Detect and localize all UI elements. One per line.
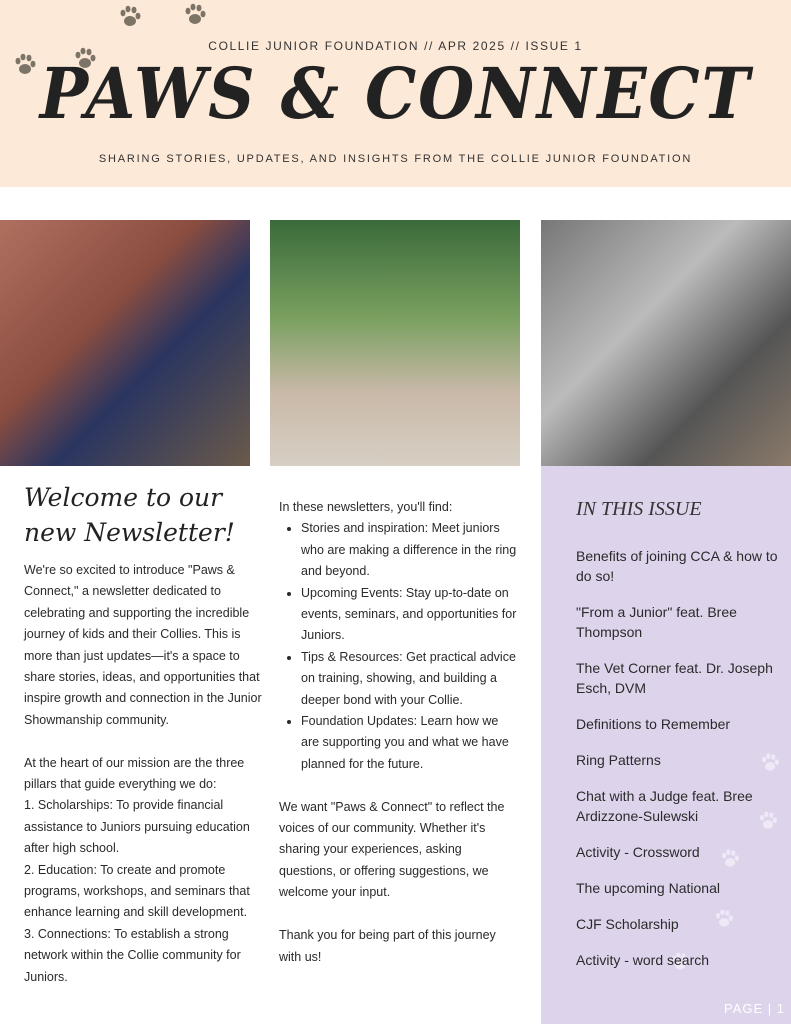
feature-item: • Tips & Resources: Get practical advice on training, showing, and building a deeper bond with your Collie. — [301, 647, 519, 711]
photo-child-with-collie-in-pen — [541, 220, 791, 466]
welcome-paragraph: We're so excited to introduce "Paws & Connect," a newsletter dedicated to celebrating and supporting the incredible journey of kids and their Collies. This is more than just updates—it's a space to share stories, ideas, and opportunities that inspire growth and connection in the Junior Showmanship community. — [24, 563, 262, 727]
feature-item: • Upcoming Events: Stay up-to-date on events, seminars, and opportunities for Juniors. — [301, 583, 519, 647]
paw-print-icon — [182, 2, 208, 28]
toc-item: Benefits of joining CCA & how to do so! — [576, 548, 778, 584]
toc-item: Activity - Crossword — [576, 844, 700, 860]
newsletter-title: PAWS & CONNECT — [39, 52, 752, 135]
toc-item: The Vet Corner feat. Dr. Joseph Esch, DVM — [576, 660, 773, 696]
pillar-item: 3. Connections: To establish a strong network within the Collie community for Juniors. — [24, 926, 241, 984]
toc-item: "From a Junior" feat. Bree Thompson — [576, 604, 737, 640]
issue-info: COLLIE JUNIOR FOUNDATION // APR 2025 // ISSUE 1 — [208, 39, 583, 53]
photo-junior-with-collie-ribbons — [0, 220, 250, 466]
tagline: SHARING STORIES, UPDATES, AND INSIGHTS FROM THE COLLIE JUNIOR FOUNDATION — [98, 153, 693, 165]
toc-item: Activity - word search — [576, 952, 710, 968]
thank-you-paragraph: Thank you for being part of this journey with us! — [279, 928, 496, 964]
photo-child-walking-collie — [270, 220, 520, 466]
pillar-item: 1. Scholarships: To provide financial assistance to Juniors pursuing education after high school. — [24, 798, 250, 856]
mission-intro: At the heart of our mission are the three pillars that guide everything we do: — [24, 755, 245, 792]
welcome-article — [24, 480, 264, 988]
page-number: PAGE | 1 — [724, 1001, 785, 1016]
toc-item: CJF Scholarship — [576, 916, 679, 932]
pillar-item: 2. Education: To create and promote programs, workshops, and seminars that enhance learning and skill development. — [24, 862, 250, 920]
toc-item: Chat with a Judge feat. Bree Ardizzone-Sulewski — [576, 788, 753, 824]
welcome-heading: Welcome to our new Newsletter! — [24, 483, 235, 547]
masthead — [0, 0, 791, 187]
paw-print-icon — [117, 4, 143, 30]
toc-item: Ring Patterns — [576, 752, 661, 768]
toc-item: The upcoming National — [576, 880, 720, 896]
table-of-contents — [576, 546, 786, 986]
overview-intro: In these newsletters, you'll find: — [279, 500, 453, 514]
toc-heading: IN THIS ISSUE — [576, 498, 702, 520]
feature-item: • Stories and inspiration: Meet juniors who are making a difference in the ring and beyond. — [301, 518, 519, 582]
in-this-issue-sidebar — [541, 466, 791, 1024]
newsletter-overview — [279, 497, 519, 989]
feature-list — [279, 518, 519, 775]
toc-item: Definitions to Remember — [576, 716, 731, 732]
feedback-paragraph: We want "Paws & Connect" to reflect the voices of our community. Whether it's sharing your experiences, asking questions, or offering suggestions, we welcome your input. — [279, 799, 505, 900]
feature-item: • Foundation Updates: Learn how we are supporting you and what we have planned for the future. — [301, 711, 519, 775]
